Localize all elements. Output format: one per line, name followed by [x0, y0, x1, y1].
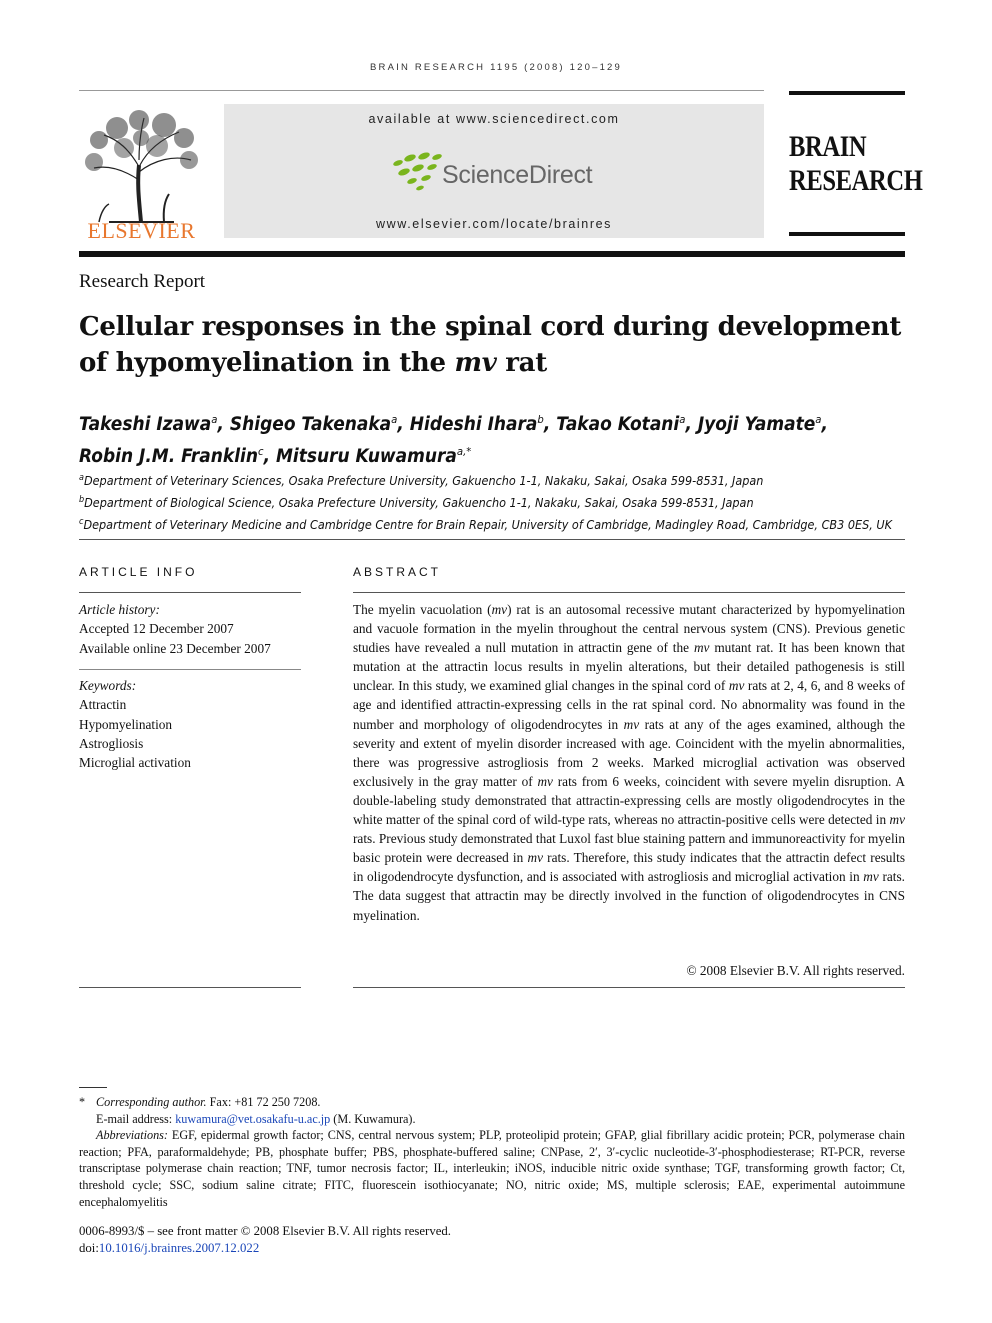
abstract-text: The myelin vacuolation ( — [353, 602, 492, 617]
accepted-date: Accepted 12 December 2007 — [79, 621, 234, 637]
abstract-text: rats at any of the ages examined, although the severity and extent of myelin disorder increased with age. Coincident with the myelin abnormalities, there was progressive astrogliosis from 2 weeks. Marked microglial activation was observed exclusively in the gray matter of — [353, 716, 905, 789]
title-italic: mv — [454, 348, 497, 378]
journal-title-line1: BRAIN — [789, 130, 867, 163]
footnote-rule — [79, 1087, 107, 1088]
section-type: Research Report — [79, 271, 206, 292]
keyword: Attractin — [79, 697, 127, 713]
abstract-text: rats. The data suggest that attractin may be directly involved in the function of oligodendrocytes in CNS myelination. — [353, 869, 905, 923]
author: Jyoji Yamate$^a$, — [697, 413, 828, 436]
journal-title-line2: RESEARCH — [789, 164, 923, 197]
abstract-italic-term: mv — [527, 850, 543, 866]
doi-link[interactable]: 10.1016/j.brainres.2007.12.022 — [98, 1241, 260, 1255]
affiliation: $^b$Department of Biological Science, Osaka Prefecture University, Gakuencho 1-1, Nakaku, Sakai, Osaka 599-8531, Japan — [79, 494, 754, 511]
affiliation: $^c$Department of Veterinary Medicine and Cambridge Centre for Brain Repair, University of Cambridge, Madingley Road, Cambridge, CB3 0ES, UK — [79, 516, 893, 532]
abstract-text: mutant rat. It has been known that mutation at the attractin locus results in myelin alterations, but their detailed pathogenesis is still unclear. In this study, we examined glial changes in the spinal cord of — [353, 640, 905, 694]
article-info-separator — [79, 669, 301, 670]
abstract-text: rats from 6 weeks, coincident with severe myelin disruption. A double-labeling study demonstrated that attractin-expressing cells are mostly oligodendrocytes in the white matter of the spinal cord of wild-type rats, whereas no attractin-positive cells were detected in — [353, 773, 905, 828]
abstract-italic-term: mv — [728, 678, 745, 694]
header-thick-rule — [79, 251, 905, 257]
author: Takao Kotani$^a$, — [556, 413, 698, 436]
header-top-rule — [79, 90, 764, 91]
available-online-date: Available online 23 December 2007 — [79, 640, 271, 656]
email-link[interactable]: kuwamura@vet.osakafu-u.ac.jp — [175, 1111, 331, 1126]
abstract-italic-term: mv — [863, 869, 879, 885]
abstract-italic-term: mv — [623, 716, 640, 732]
front-matter — [79, 1223, 451, 1257]
abstract-text: ) rat is an autosomal recessive mutant characterized by hypomyelination and vacuole formation in the myelin throughout the central nervous system (CNS). Previous genetic studies have revealed a null mutation in attractin gene of the — [353, 602, 905, 656]
article-title — [79, 309, 909, 381]
article-info-rule-top — [79, 592, 301, 593]
keyword: Microglial activation — [79, 755, 191, 771]
journal-title — [789, 130, 922, 198]
keywords — [79, 676, 301, 772]
journal-homepage-url[interactable]: www.elsevier.com/locate/brainres — [376, 217, 612, 231]
author: Hideshi Ihara$^b$, — [409, 413, 557, 436]
article-info-rule-bottom — [79, 987, 301, 988]
abstract-heading: ABSTRACT — [353, 565, 442, 579]
article-history-label: Article history: — [79, 602, 160, 617]
journal-title-rule-bottom — [789, 232, 905, 236]
abstract-body — [353, 600, 905, 925]
abstract-rule-bottom — [353, 987, 905, 988]
title-block-rule — [79, 539, 905, 540]
article-info-heading: ARTICLE INFO — [79, 565, 198, 579]
abbreviations-note: Abbreviations: EGF, epidermal growth factor; CNS, central nervous system; PLP, proteolipid protein; GFAP, glial fibrillary acidic protein; PCR, polymerase chain reaction; PFA, paraformaldehyde; PB, phosphate buffer; PBS, phosphate-buffered saline; CNPase, 2′, 3′-cyclic nucleotide-3′-phosphodiesterase; RT-PCR, reverse transcriptase polymerase chain reaction; TNF, tumor necrosis factor; IL, interleukin; iNOS, inducible nitric oxide synthase; TGF, transforming growth factor; Ct, threshold cycle; SSC, sodium saline citrate; FITC, fluorescein isothiocyanate; NO, nitric oxide; MS, multiple sclerosis; EAE, experimental autoimmune encephalomyelitis — [79, 1128, 905, 1209]
author: Shigeo Takenaka$^a$, — [229, 413, 410, 436]
sciencedirect-availability[interactable]: available at www.sciencedirect.com — [368, 112, 620, 126]
email-note: E-mail address: kuwamura@vet.osakafu-u.ac.jp (M. Kuwamura). — [96, 1111, 416, 1126]
abstract-text: rats. Previous study demonstrated that Luxol fast blue staining pattern and immunoreactivity for myelin basic protein were decreased in — [353, 831, 905, 866]
keywords-label: Keywords: — [79, 678, 137, 693]
doi-line: doi:10.1016/j.brainres.2007.12.022 — [79, 1241, 260, 1255]
abstract-italic-term: mv — [693, 640, 710, 656]
copyright-notice: © 2008 Elsevier B.V. All rights reserved. — [686, 963, 905, 978]
affiliations — [79, 469, 893, 535]
journal-title-rule-top — [789, 91, 905, 95]
issn-line: 0006-8993/$ – see front matter © 2008 Elsevier B.V. All rights reserved. — [79, 1224, 451, 1238]
author: Mitsuru Kuwamura$^{a,*}$ — [275, 445, 472, 468]
corresponding-author-note: * Corresponding author. Fax: +81 72 250 7208. — [79, 1095, 321, 1109]
abstract-text: rats at 2, 4, 6, and 8 weeks of age and identified attractin-expressing cells in the rat spinal cord. No abnormality was found in the number and morphology of oligodendrocytes in — [353, 678, 905, 732]
keyword: Hypomyelination — [79, 716, 173, 732]
sciencedirect-wordmark: ScienceDirect — [442, 161, 593, 189]
journal-reference: BRAIN RESEARCH 1195 (2008) 120–129 — [369, 62, 623, 73]
keyword: Astrogliosis — [79, 735, 144, 751]
footnotes — [79, 1094, 905, 1210]
abstract-italic-term: mv — [889, 812, 905, 828]
abstract-text: rats. Therefore, this study indicates that the attractin defect results in oligodendrocyte dysfunction, and is associated with astrogliosis and microglial activation in — [353, 850, 905, 885]
abstract-italic-term: mv — [491, 602, 508, 617]
abstract-rule-top — [353, 592, 905, 593]
article-history — [79, 600, 301, 658]
author-list — [79, 406, 843, 470]
footnote-star: * — [79, 1095, 86, 1109]
title-text-end: rat — [496, 348, 547, 378]
abstract-italic-term: mv — [537, 773, 553, 789]
title-text: Cellular responses in the spinal cord during development of hypomyelination in the — [79, 312, 902, 378]
elsevier-wordmark: ELSEVIER — [87, 218, 196, 243]
affiliation: $^a$Department of Veterinary Sciences, Osaka Prefecture University, Gakuencho 1-1, Nakaku, Sakai, Osaka 599-8531, Japan — [79, 473, 764, 489]
author: Robin J.M. Franklin$^c$, — [79, 445, 276, 468]
author: Takeshi Izawa$^a$, — [79, 413, 230, 436]
